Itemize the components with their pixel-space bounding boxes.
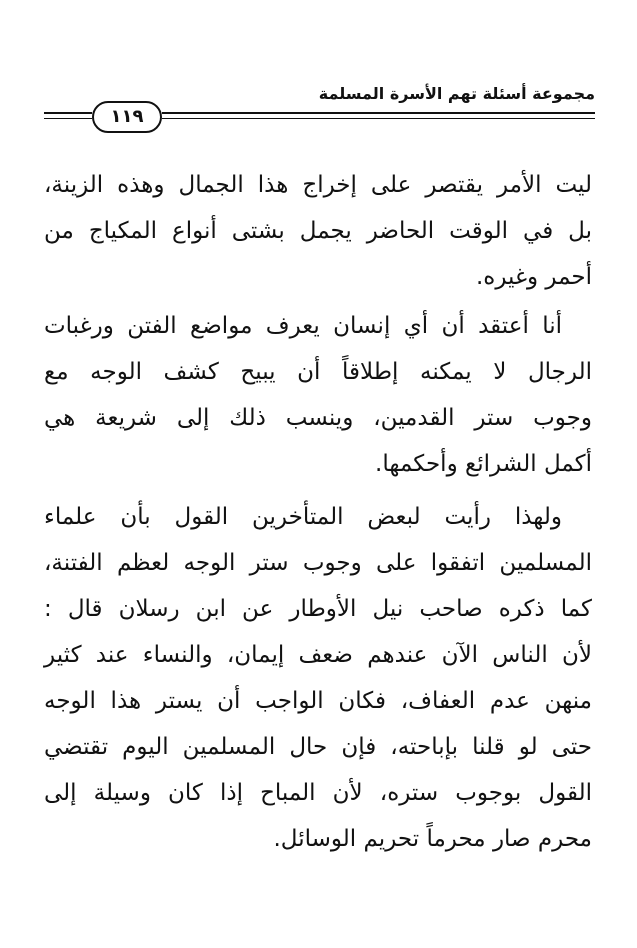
header-rule-left (44, 112, 92, 114)
text-line: لأن الناس الآن عندهم ضعف إيمان، والنساء عند كثير (44, 642, 592, 668)
text-line: المسلمين اتفقوا على وجوب ستر الوجه لعظم الفتنة، (44, 550, 592, 576)
text-line: محرم صار محرماً تحريم الوسائل. (273, 826, 592, 852)
paragraph-2 (44, 303, 592, 487)
text-line: حتى لو قلنا بإباحته، فإن حال المسلمين اليوم تقتضي (44, 734, 592, 760)
text-line: ليت الأمر يقتصر على إخراج هذا الجمال وهذه الزينة، (44, 172, 592, 198)
text-line: الرجال لا يمكنه إطلاقاً أن يبيح كشف الوجه مع (44, 359, 592, 385)
page-number: ١١٩ (92, 101, 162, 133)
text-line: ولهذا رأيت لبعض المتأخرين القول بأن علماء (44, 504, 562, 530)
text-line: القول بوجوب ستره، لأن المباح إذا كان وسيلة إلى (44, 780, 592, 806)
header-rule-right-thin (162, 118, 595, 119)
header-rule-left-thin (44, 118, 92, 119)
text-line: كما ذكره صاحب نيل الأوطار عن ابن رسلان قال : (44, 596, 592, 622)
header-rule-right (162, 112, 595, 114)
text-line: أحمر وغيره. (475, 264, 592, 290)
text-line: أكمل الشرائع وأحكمها. (375, 451, 592, 477)
paragraph-3 (44, 494, 592, 862)
paragraph-1 (44, 162, 592, 300)
text-line: أنا أعتقد أن أي إنسان يعرف مواضع الفتن ورغبات (44, 313, 562, 339)
text-line: منهن عدم العفاف، فكان الواجب أن يستر هذا الوجه (44, 688, 592, 714)
running-header-title: مجموعة أسئلة تهم الأسرة المسلمة (318, 84, 595, 103)
text-line: وجوب ستر القدمين، وينسب ذلك إلى شريعة هي (44, 405, 592, 431)
text-line: بل في الوقت الحاضر يجمل بشتى أنواع المكياج من (44, 218, 592, 244)
